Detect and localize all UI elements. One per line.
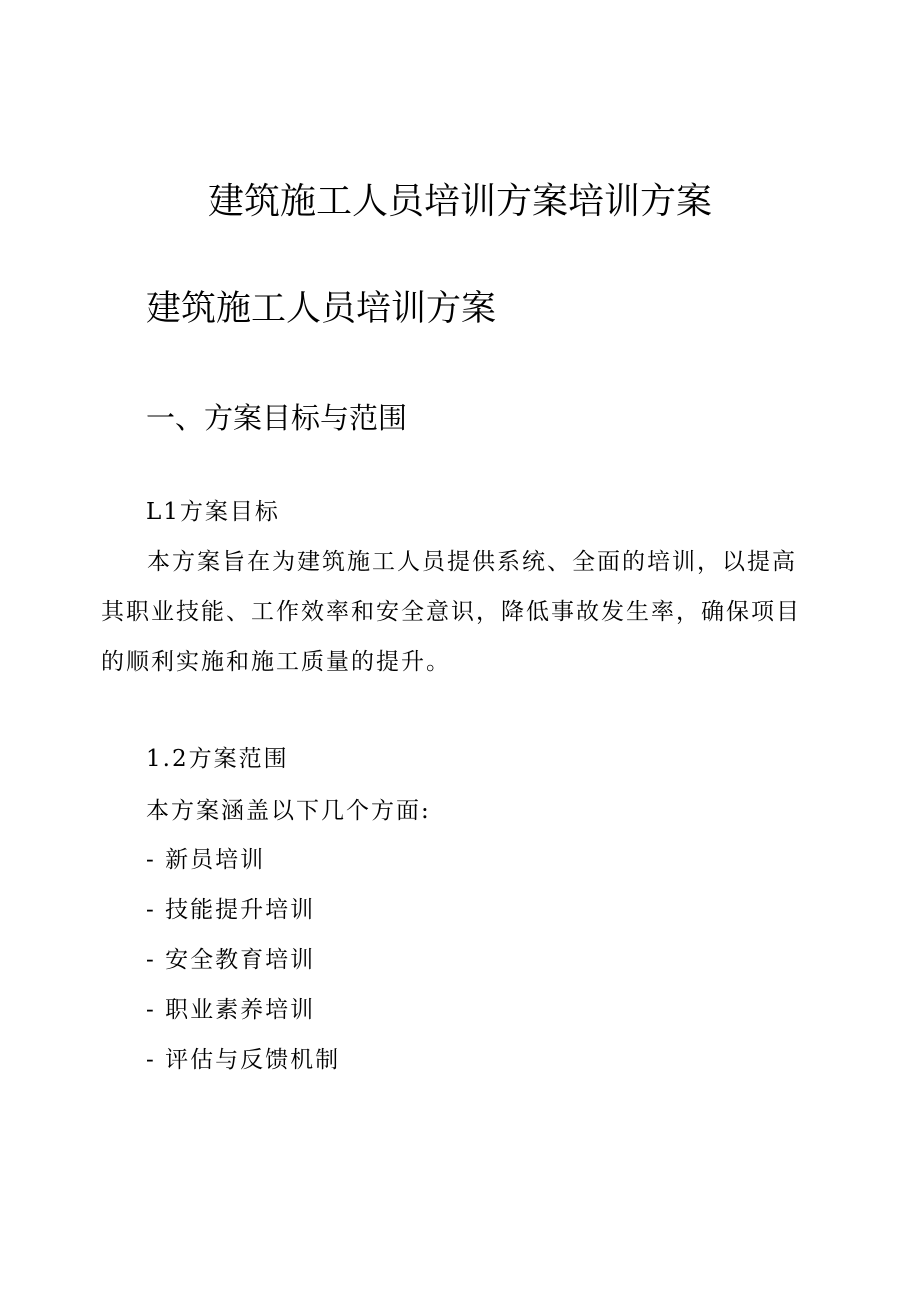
scope-list-item: - 职业素养培训 [146,997,316,1023]
scope-list-item: - 新员培训 [146,847,266,873]
scope-list [146,844,340,1094]
scope-intro: 本方案涵盖以下几个方面: [146,798,431,824]
document-title: 建筑施工人员培训方案培训方案 [207,181,712,222]
section-heading-goals-scope: 一、方案目标与范围 [146,401,408,435]
document-subtitle: 建筑施工人员培训方案 [146,289,497,329]
scope-list-item: - 评估与反馈机制 [146,1047,341,1073]
scope-list-item: - 技能提升培训 [146,897,316,923]
goal-paragraph: 本方案旨在为建筑施工人员提供系统、全面的培训，以提高其职业技能、工作效率和安全意识，降低事故发生率，确保项目的顺利实施和施工质量的提升。 [101,549,801,675]
subsection-heading-scope: 1.2方案范围 [146,746,289,772]
scope-list-item: - 安全教育培训 [146,947,316,973]
subsection-heading-goal: L1方案目标 [146,499,280,525]
